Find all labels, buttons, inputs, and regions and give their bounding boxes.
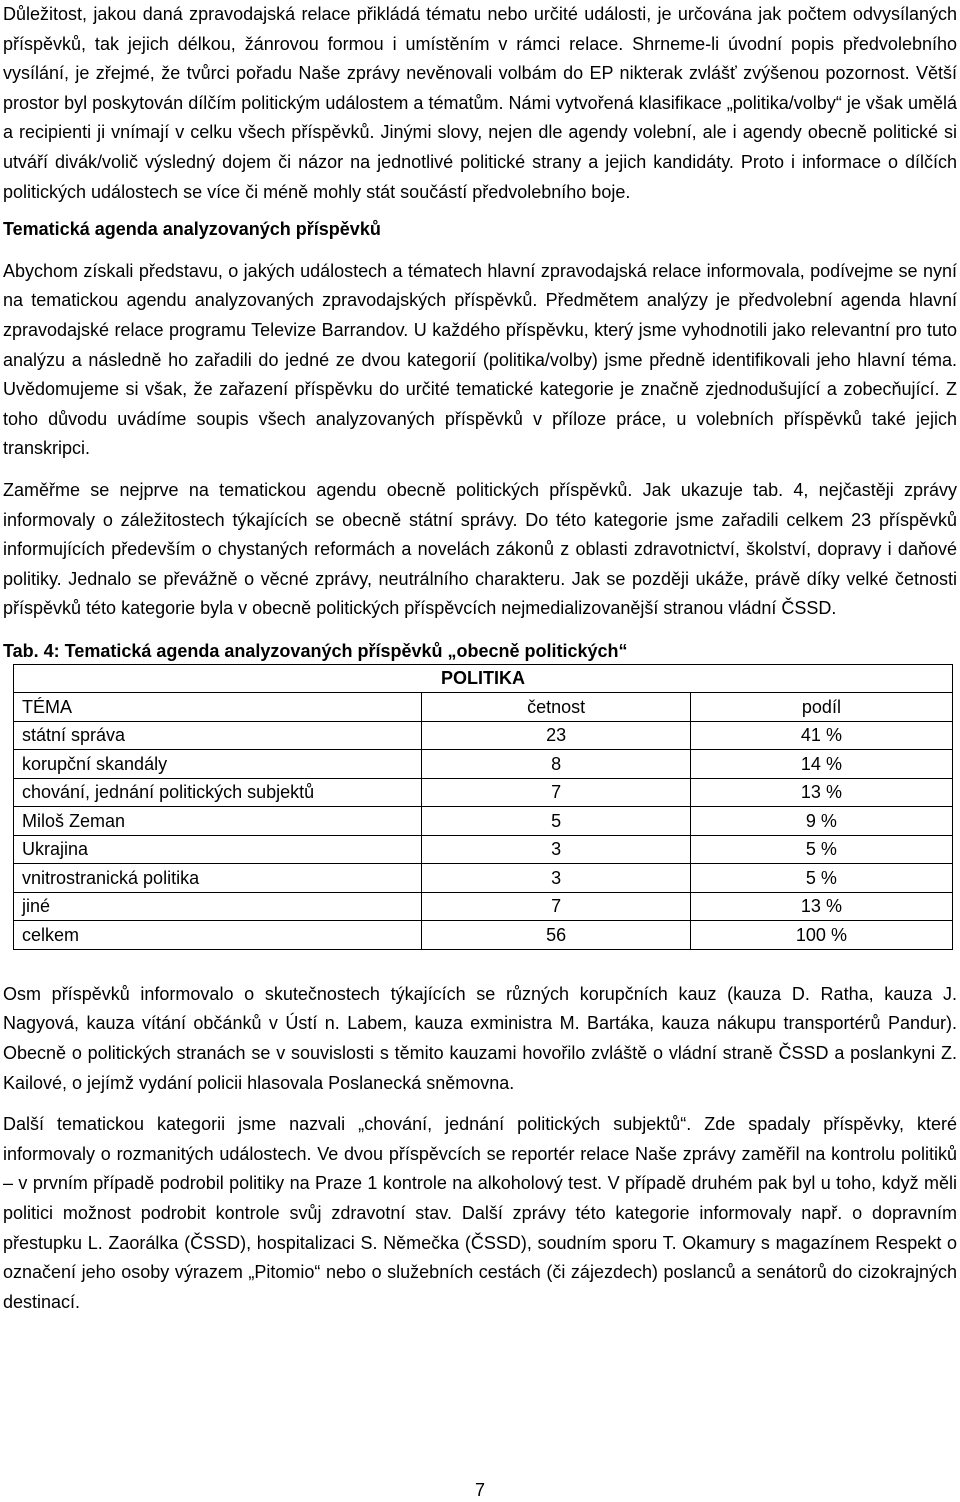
cell-frequency: 7 bbox=[422, 892, 690, 921]
cell-frequency: 7 bbox=[422, 778, 690, 807]
paragraph-intro: Důležitost, jakou daná zpravodajská relace přikládá tématu nebo určité události, je určována jak počtem odvysílaných příspěvků, tak jejich délkou, žánrovou formou i umístěním v rámci relace. Shrneme-li úvodní popis předvolebního vysílání, je zřejmé, že tvůrci pořadu Naše zprávy nevěnovali volbám do EP nikterak zvlášť zvýšenou pozornost. Větší prostor byl poskytován dílčím politickým událostem a tématům. Námi vytvořená klasifikace „politika/volby“ je však umělá a recipienti ji vnímají v celku všech příspěvků. Jinými slovy, nejen dle agendy volební, ale i agendy obecně politické si utváří divák/volič výsledný dojem či názor na jednotlivé politické strany a jejich kandidáty. Proto i informace o dílčích politických událostech se více či méně mohly stát součástí předvolebního boje. bbox=[3, 4, 957, 202]
table-row bbox=[14, 807, 953, 836]
cell-frequency: 23 bbox=[422, 721, 690, 750]
cell-share: 9 % bbox=[690, 807, 952, 836]
table-title-row bbox=[14, 664, 953, 693]
cell-frequency: 3 bbox=[422, 835, 690, 864]
cell-share: 100 % bbox=[690, 921, 952, 950]
cell-frequency: 5 bbox=[422, 807, 690, 836]
cell-topic: státní správa bbox=[14, 721, 422, 750]
cell-topic: Miloš Zeman bbox=[14, 807, 422, 836]
column-header-frequency: četnost bbox=[422, 693, 690, 722]
cell-share: 41 % bbox=[690, 721, 952, 750]
topic-table bbox=[13, 664, 953, 950]
cell-share: 5 % bbox=[690, 835, 952, 864]
cell-topic: celkem bbox=[14, 921, 422, 950]
table-caption: Tab. 4: Tematická agenda analyzovaných příspěvků „obecně politických“ bbox=[3, 640, 628, 661]
table-row bbox=[14, 835, 953, 864]
cell-topic: Ukrajina bbox=[14, 835, 422, 864]
section-heading: Tematická agenda analyzovaných příspěvků bbox=[3, 219, 381, 240]
cell-share: 13 % bbox=[690, 778, 952, 807]
cell-topic: chování, jednání politických subjektů bbox=[14, 778, 422, 807]
table-row-total bbox=[14, 921, 953, 950]
paragraph-corruption: Osm příspěvků informovalo o skutečnostech týkajících se různých korupčních kauz (kauza D. Ratha, kauza J. Nagyová, kauza vítání občánků v Ústí n. Labem, kauza exministra M. Bartáka, kauza nákupu transportérů Pandur). Obecně o politických stranách se v souvislosti s těmito kauzami hovořilo zvláště o vládní straně ČSSD a poslankyni Z. Kailové, o jejímž vydání policii hlasovala Poslanecká sněmovna. bbox=[3, 983, 957, 1093]
cell-topic: jiné bbox=[14, 892, 422, 921]
paragraph-state-admin: Zaměřme se nejprve na tematickou agendu obecně politických příspěvků. Jak ukazuje tab. 4, nejčastěji zprávy informovaly o záležitostech týkajících se obecně státní správy. Do této kategorie jsme zařadili celkem 23 příspěvků informujících především o chystaných reformách a novelách zákonů z oblasti zdravotnictví, školství, dopravy i daňové politiky. Jednalo se převážně o věcné zprávy, neutrálního charakteru. Jak se později ukáže, právě díky velké četnosti příspěvků této kategorie byla v obecně politických příspěvcích nejmedializovanější stranou vládní ČSSD. bbox=[3, 479, 957, 619]
page-number: 7 bbox=[474, 1480, 485, 1500]
table-row bbox=[14, 778, 953, 807]
cell-share: 13 % bbox=[690, 892, 952, 921]
cell-share: 14 % bbox=[690, 750, 952, 779]
table-header-row bbox=[14, 693, 953, 722]
cell-share: 5 % bbox=[690, 864, 952, 893]
table-title: POLITIKA bbox=[14, 664, 953, 693]
cell-topic: korupční skandály bbox=[14, 750, 422, 779]
column-header-share: podíl bbox=[690, 693, 952, 722]
table-row bbox=[14, 864, 953, 893]
cell-frequency: 56 bbox=[422, 921, 690, 950]
cell-frequency: 3 bbox=[422, 864, 690, 893]
table-row bbox=[14, 721, 953, 750]
table-row bbox=[14, 750, 953, 779]
paragraph-behaviour: Další tematickou kategorii jsme nazvali „chování, jednání politických subjektů“. Zde spadaly příspěvky, které informovaly o rozmanitých událostech. Ve dvou příspěvcích se reportér relace Naše zprávy zaměřil na kontrolu politiků – v prvním případě podrobil politiky na Praze 1 kontrole na alkoholový test. V případě druhém pak byl u toho, když měli politici možnost podrobit kontrole svůj zdravotní stav. Další zprávy této kategorie informovaly např. o dopravním přestupku L. Zaorálka (ČSSD), hospitalizaci S. Němečka (ČSSD), soudním sporu T. Okamury s magazínem Respekt o označení jeho osoby výrazem „Pitomio“ nebo o služebních cestách (či zájezdech) poslanců a senátorů do cizokrajných destinací. bbox=[3, 1114, 957, 1312]
column-header-topic: TÉMA bbox=[14, 693, 422, 722]
cell-topic: vnitrostranická politika bbox=[14, 864, 422, 893]
cell-frequency: 8 bbox=[422, 750, 690, 779]
table-row bbox=[14, 892, 953, 921]
paragraph-agenda: Abychom získali představu, o jakých událostech a tématech hlavní zpravodajská relace informovala, podívejme se nyní na tematickou agendu analyzovaných zpravodajských příspěvků. Předmětem analýzy je předvolební agenda hlavní zpravodajské relace programu Televize Barrandov. U každého příspěvku, který jsme vyhodnotili jako relevantní pro tuto analýzu a následně ho zařadili do jedné ze dvou kategorií (politika/volby) jsme předně identifikovali jeho hlavní téma. Uvědomujeme si však, že zařazení příspěvku do určité tematické kategorie je značně zjednodušující a zobecňující. Z toho důvodu uvádíme soupis všech analyzovaných příspěvků v příloze práce, u volebních příspěvků také jejich transkripci. bbox=[3, 260, 957, 459]
